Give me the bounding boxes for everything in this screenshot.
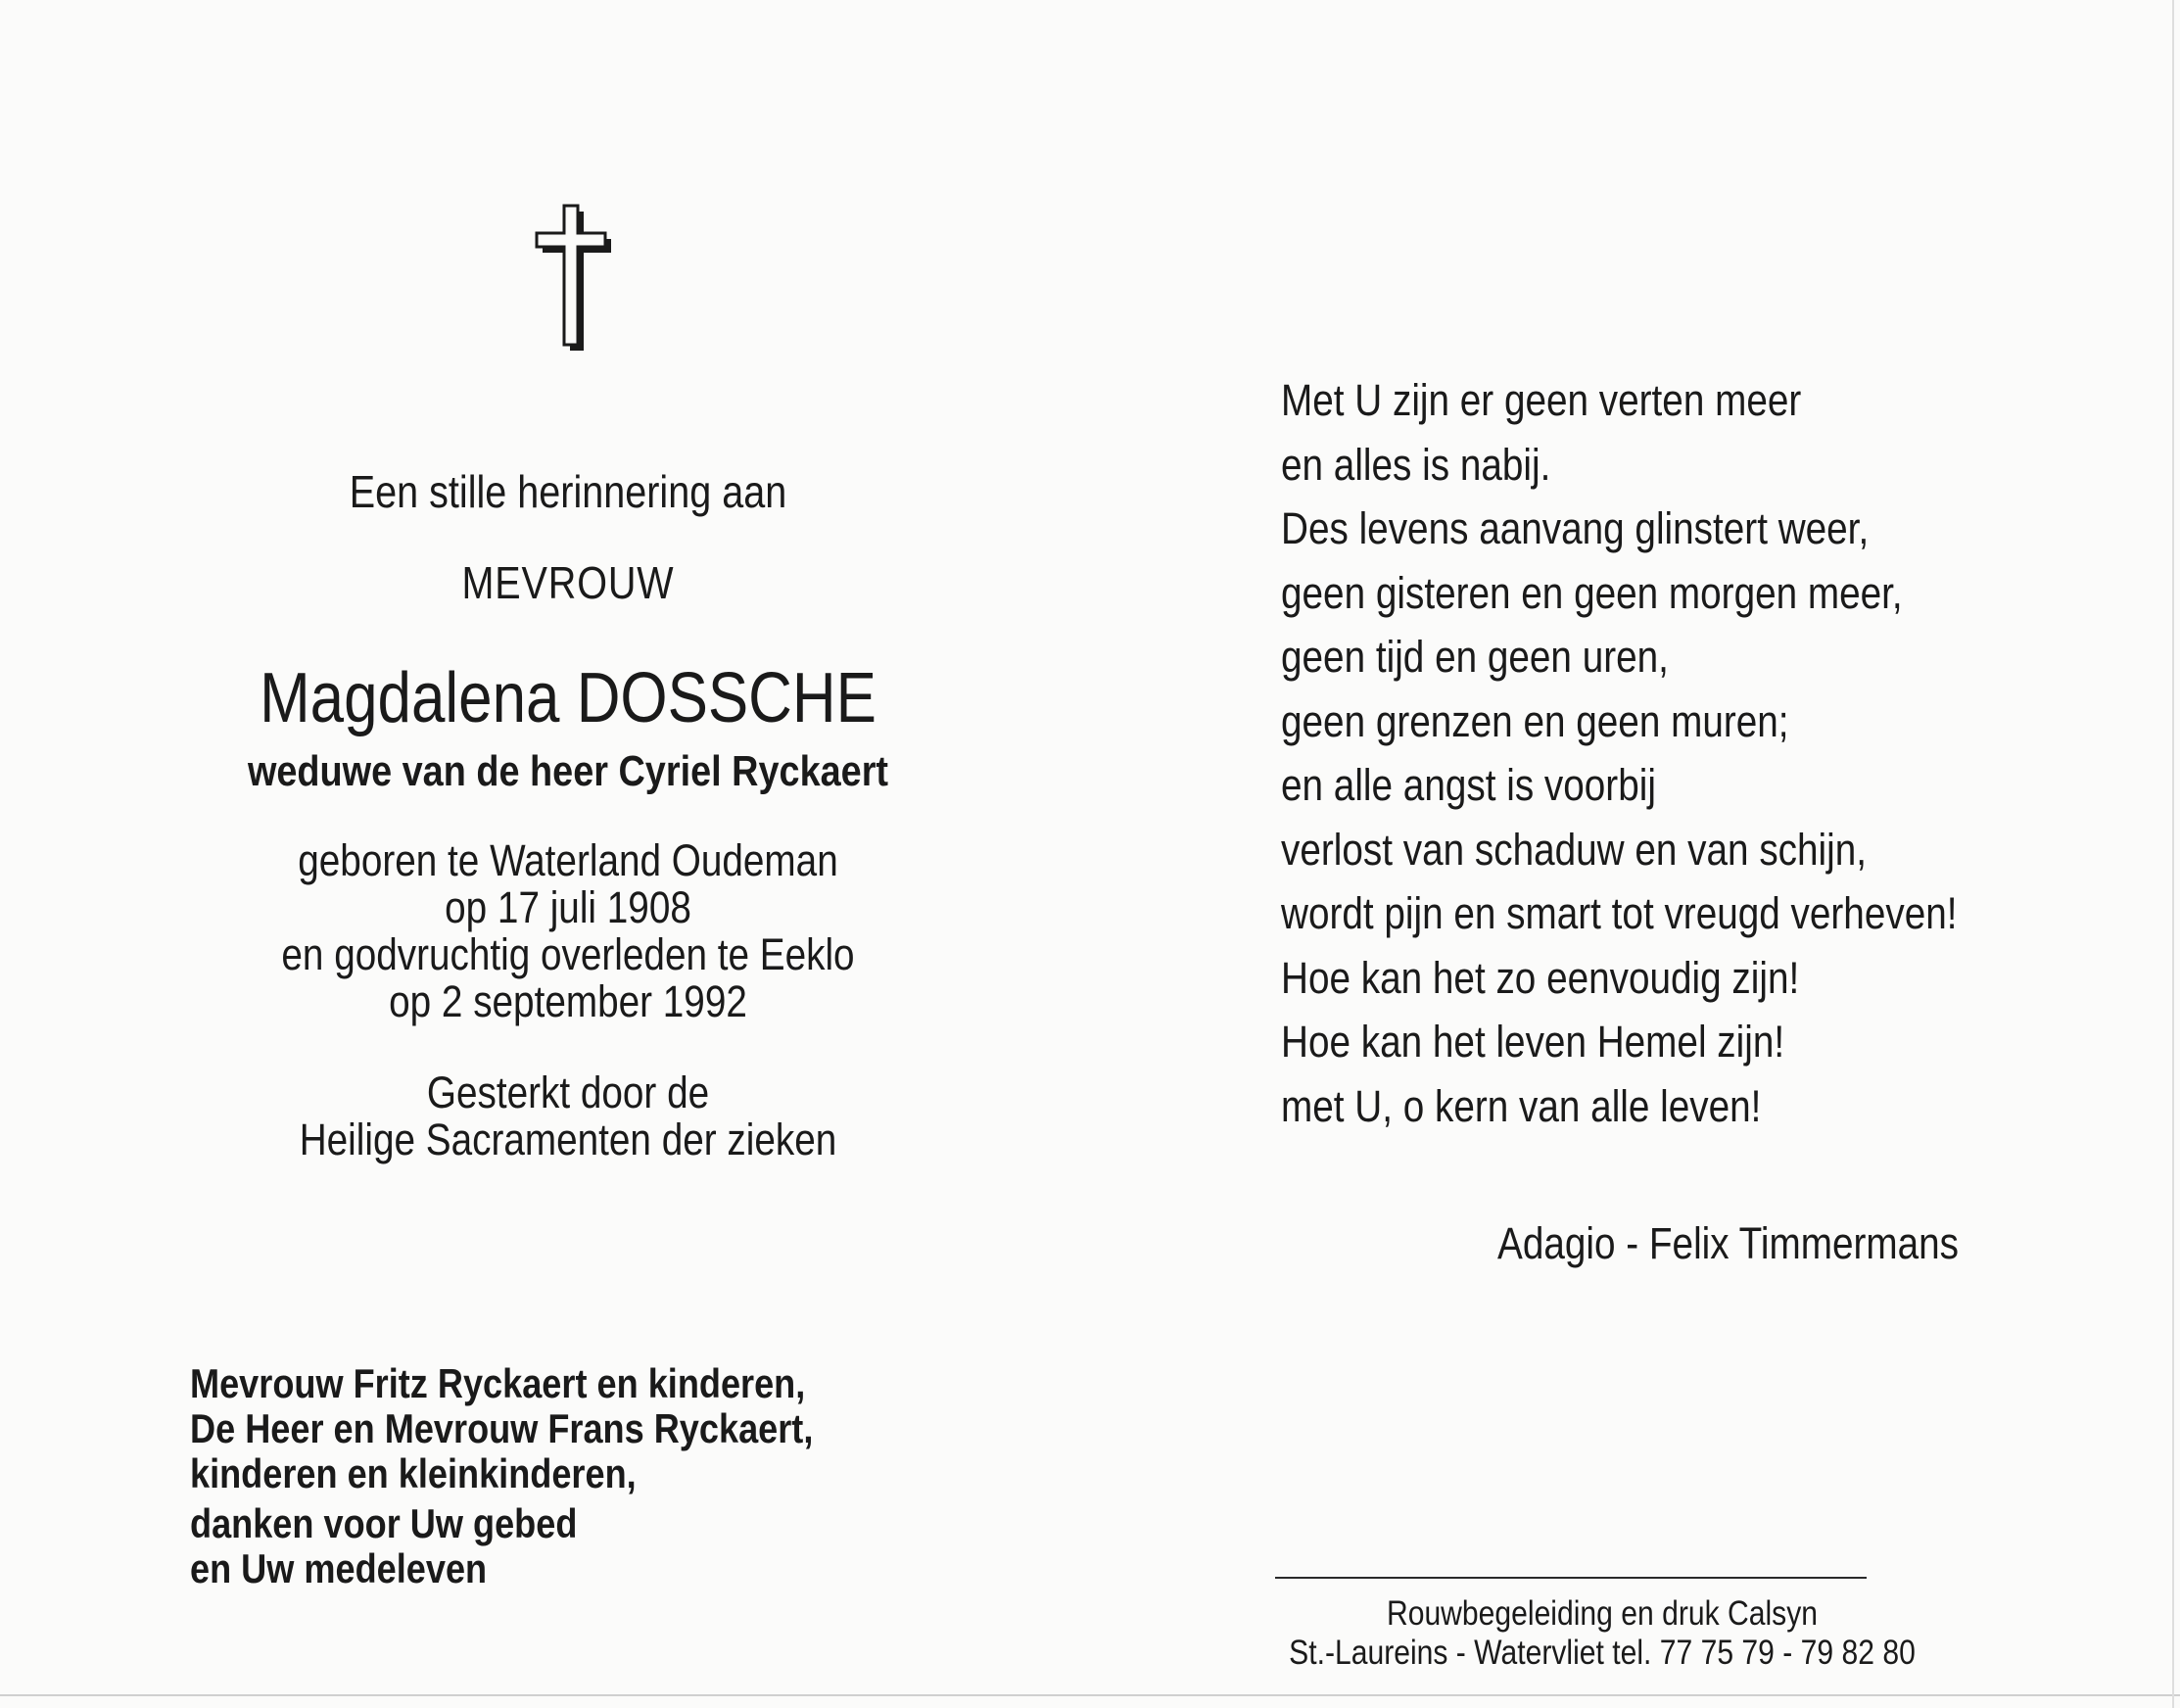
honorific: MEVROUW	[461, 557, 675, 608]
card-edge	[0, 1694, 2180, 1696]
family-line: Mevrouw Fritz Ryckaert en kinderen,	[190, 1360, 806, 1406]
birth-date: op 17 juli 1908	[445, 882, 691, 932]
sacraments-text	[240, 1069, 897, 1163]
family-line: De Heer en Mevrouw Frans Ryckaert,	[190, 1405, 814, 1451]
spouse-line: weduwe van de heer Cyriel Ryckaert	[247, 747, 889, 795]
deceased-name: Magdalena DOSSCHE	[260, 659, 877, 737]
printer-name: Rouwbegeleiding en druk Calsyn	[1386, 1594, 1819, 1633]
poem-line: en alles is nabij.	[1281, 439, 1551, 490]
poem-line: Met U zijn er geen verten meer	[1281, 375, 1802, 425]
poem-line: Hoe kan het zo eenvoudig zijn!	[1281, 952, 1800, 1003]
poem-line: verlost van schaduw en van schijn,	[1281, 824, 1868, 875]
life-dates	[240, 837, 897, 1025]
intro-text: Een stille herinnering aan	[349, 466, 787, 517]
family-list	[190, 1361, 948, 1496]
death-place: en godvruchtig overleden te Eeklo	[281, 929, 855, 979]
printer-address: St.-Laureins - Watervliet tel. 77 75 79 - 79 82 80	[1289, 1634, 1916, 1672]
latin-cross-icon	[525, 196, 623, 353]
poem-line: geen gisteren en geen morgen meer,	[1281, 567, 1903, 618]
poem-line: Des levens aanvang glinstert weer,	[1281, 503, 1870, 553]
divider	[1275, 1577, 1867, 1579]
poem-line: wordt pijn en smart tot vreugd verheven!	[1281, 888, 1958, 938]
sacraments-line: Heilige Sacramenten der zieken	[299, 1115, 837, 1164]
poem-line: en alle angst is voorbij	[1281, 760, 1656, 810]
thanks-text	[190, 1501, 948, 1591]
card-edge	[2172, 0, 2174, 1708]
thanks-line: en Uw medeleven	[190, 1545, 488, 1591]
poem-line: geen grenzen en geen muren;	[1281, 695, 1789, 746]
poem-line: geen tijd en geen uren,	[1281, 632, 1669, 682]
sacraments-line: Gesterkt door de	[426, 1068, 710, 1117]
thanks-line: danken voor Uw gebed	[190, 1500, 578, 1546]
family-line: kinderen en kleinkinderen,	[190, 1450, 637, 1496]
poem	[1281, 368, 2039, 1138]
death-date: op 2 september 1992	[389, 976, 747, 1026]
poem-line: met U, o kern van alle leven!	[1281, 1080, 1762, 1131]
poem-line: Hoe kan het leven Hemel zijn!	[1281, 1017, 1785, 1067]
birth-place: geboren te Waterland Oudeman	[298, 835, 838, 885]
poem-attribution: Adagio - Felix Timmermans	[1497, 1218, 1959, 1268]
